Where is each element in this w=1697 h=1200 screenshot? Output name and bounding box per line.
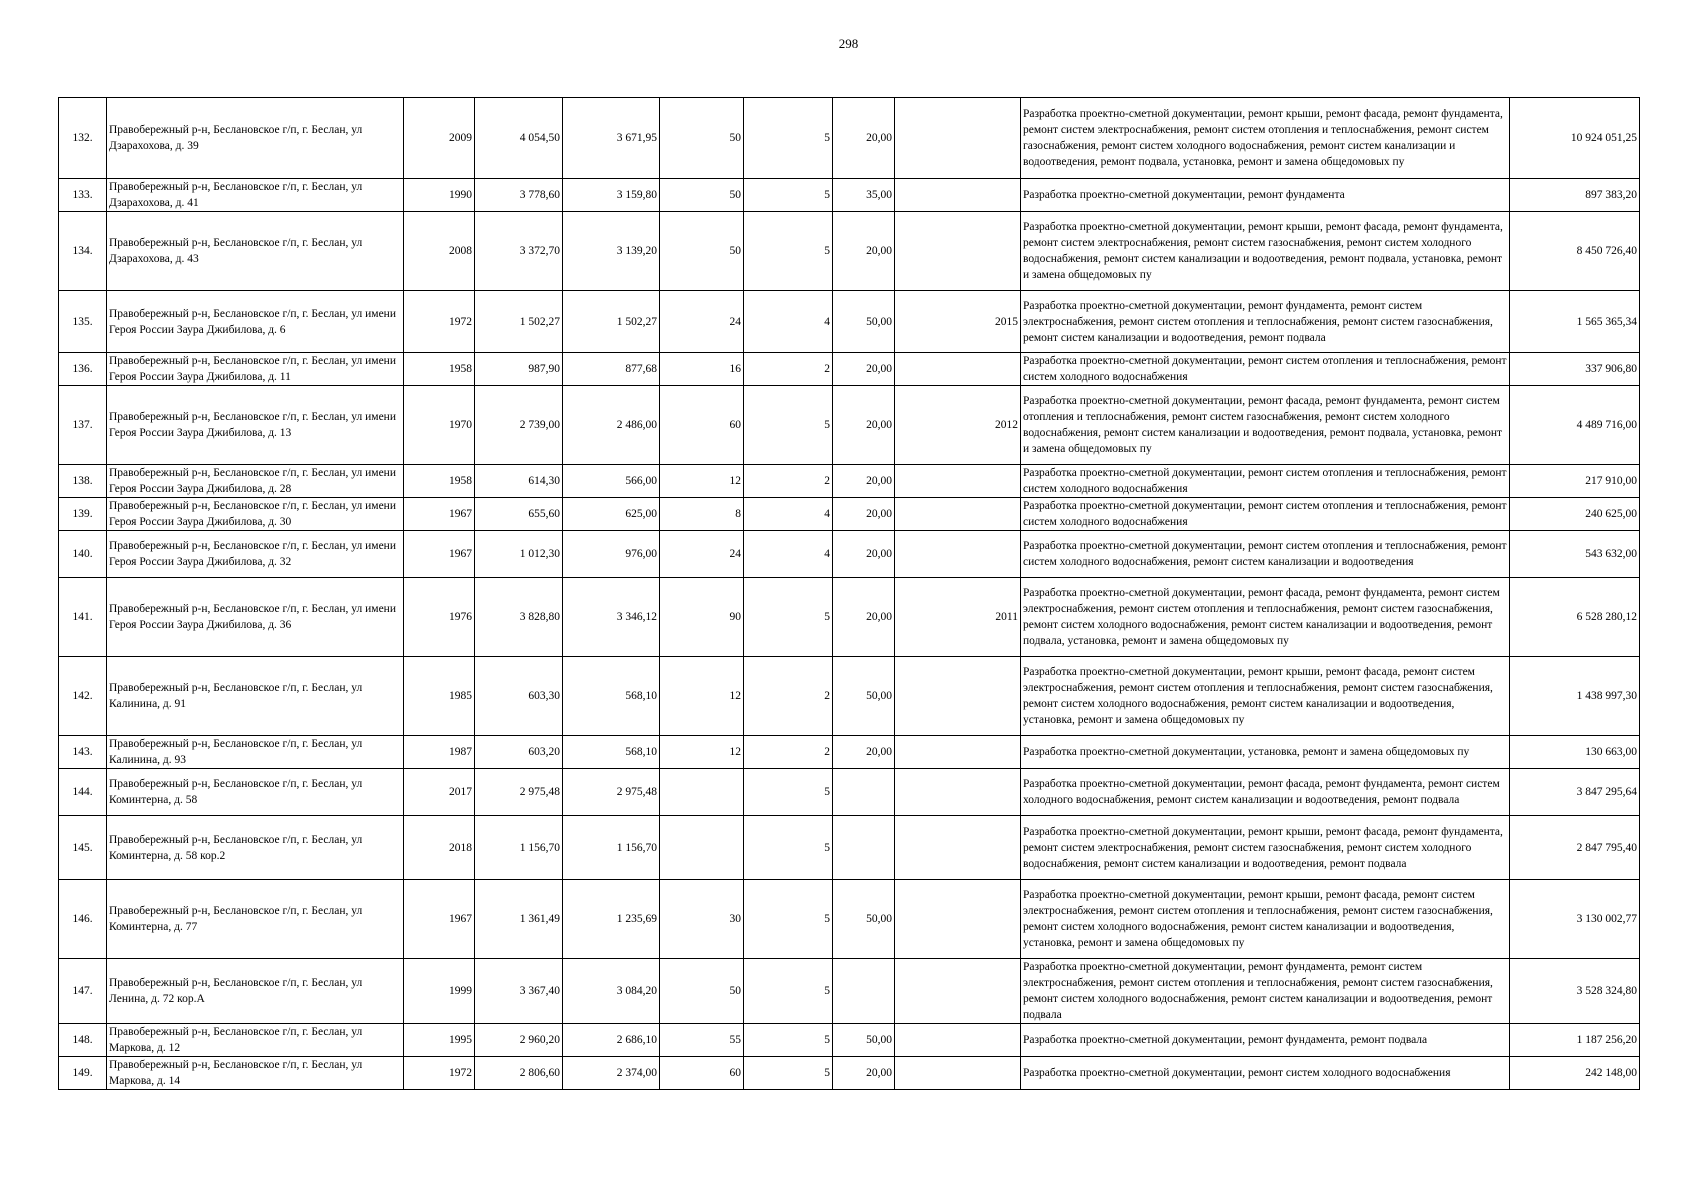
floors-cell: 4	[744, 531, 833, 578]
table-row	[59, 531, 1640, 578]
floors-cell: 5	[744, 959, 833, 1024]
living-area-cell: 2 374,00	[563, 1057, 660, 1090]
living-area-cell: 2 686,10	[563, 1024, 660, 1057]
total-area-cell: 4 054,50	[475, 98, 563, 179]
total-area-cell: 1 156,70	[475, 816, 563, 880]
table-row	[59, 959, 1640, 1024]
table-row	[59, 736, 1640, 769]
year-built-cell: 1987	[404, 736, 475, 769]
table-body	[59, 98, 1640, 1090]
total-area-cell: 1 502,27	[475, 291, 563, 353]
total-area-cell: 2 806,60	[475, 1057, 563, 1090]
living-area-cell: 3 346,12	[563, 578, 660, 657]
living-area-cell: 3 159,80	[563, 179, 660, 212]
last-repair-year-cell: 2012	[895, 386, 1021, 465]
floors-cell: 2	[744, 465, 833, 498]
cost-cell: 1 187 256,20	[1510, 1024, 1640, 1057]
cost-cell: 4 489 716,00	[1510, 386, 1640, 465]
living-area-cell: 3 671,95	[563, 98, 660, 179]
works-cell: Разработка проектно-сметной документации, ремонт систем отопления и теплоснабжения, ремонт систем холодного водоснабжения	[1021, 498, 1510, 531]
residents-cell: 24	[660, 291, 744, 353]
living-area-cell: 976,00	[563, 531, 660, 578]
row-number: 132.	[59, 98, 107, 179]
cost-cell: 2 847 795,40	[1510, 816, 1640, 880]
last-repair-year-cell: 2011	[895, 578, 1021, 657]
works-cell: Разработка проектно-сметной документации, установка, ремонт и замена общедомовых пу	[1021, 736, 1510, 769]
address-cell: Правобережный р-н, Беслановское г/п, г. Беслан, ул имени Героя России Заура Джибилова, д. 11	[107, 353, 404, 386]
table-row	[59, 498, 1640, 531]
residents-cell: 12	[660, 465, 744, 498]
floors-cell: 2	[744, 736, 833, 769]
floors-cell: 5	[744, 1024, 833, 1057]
year-built-cell: 1972	[404, 1057, 475, 1090]
cost-cell: 130 663,00	[1510, 736, 1640, 769]
cost-cell: 240 625,00	[1510, 498, 1640, 531]
wear-rate-cell: 20,00	[833, 465, 895, 498]
cost-cell: 1 438 997,30	[1510, 657, 1640, 736]
living-area-cell: 568,10	[563, 736, 660, 769]
wear-rate-cell: 20,00	[833, 736, 895, 769]
wear-rate-cell	[833, 959, 895, 1024]
total-area-cell: 987,90	[475, 353, 563, 386]
wear-rate-cell: 35,00	[833, 179, 895, 212]
floors-cell: 5	[744, 769, 833, 816]
wear-rate-cell: 50,00	[833, 880, 895, 959]
residents-cell: 55	[660, 1024, 744, 1057]
address-cell: Правобережный р-н, Беслановское г/п, г. Беслан, ул Маркова, д. 14	[107, 1057, 404, 1090]
address-cell: Правобережный р-н, Беслановское г/п, г. Беслан, ул Маркова, д. 12	[107, 1024, 404, 1057]
works-cell: Разработка проектно-сметной документации, ремонт крыши, ремонт фасада, ремонт систем электроснабжения, ремонт систем отопления и теплоснабжения, ремонт систем газоснабжения, ремонт систем холодного водоснабжения, ремонт систем канализации и водоотведения, установка, ремонт и замена общедомовых пу	[1021, 657, 1510, 736]
year-built-cell: 1967	[404, 498, 475, 531]
cost-cell: 543 632,00	[1510, 531, 1640, 578]
table-row	[59, 291, 1640, 353]
year-built-cell: 1999	[404, 959, 475, 1024]
cost-cell: 897 383,20	[1510, 179, 1640, 212]
last-repair-year-cell	[895, 498, 1021, 531]
works-cell: Разработка проектно-сметной документации, ремонт фундамента	[1021, 179, 1510, 212]
residents-cell: 60	[660, 386, 744, 465]
works-cell: Разработка проектно-сметной документации, ремонт фасада, ремонт фундамента, ремонт систем электроснабжения, ремонт систем отопления и теплоснабжения, ремонт систем газоснабжения, ремонт систем холодного водоснабжения, ремонт систем канализации и водоотведения, ремонт подвала, установка, ремонт и замена общедомовых пу	[1021, 578, 1510, 657]
total-area-cell: 1 361,49	[475, 880, 563, 959]
address-cell: Правобережный р-н, Беслановское г/п, г. Беслан, ул имени Героя России Заура Джибилова, д. 36	[107, 578, 404, 657]
address-cell: Правобережный р-н, Беслановское г/п, г. Беслан, ул имени Героя России Заура Джибилова, д. 28	[107, 465, 404, 498]
address-cell: Правобережный р-н, Беслановское г/п, г. Беслан, ул Дзарахохова, д. 43	[107, 212, 404, 291]
living-area-cell: 2 975,48	[563, 769, 660, 816]
address-cell: Правобережный р-н, Беслановское г/п, г. Беслан, ул Коминтерна, д. 58	[107, 769, 404, 816]
table-row	[59, 353, 1640, 386]
address-cell: Правобережный р-н, Беслановское г/п, г. Беслан, ул Ленина, д. 72 кор.А	[107, 959, 404, 1024]
living-area-cell: 2 486,00	[563, 386, 660, 465]
total-area-cell: 603,30	[475, 657, 563, 736]
year-built-cell: 2018	[404, 816, 475, 880]
living-area-cell: 877,68	[563, 353, 660, 386]
last-repair-year-cell	[895, 880, 1021, 959]
living-area-cell: 568,10	[563, 657, 660, 736]
floors-cell: 5	[744, 1057, 833, 1090]
floors-cell: 4	[744, 291, 833, 353]
wear-rate-cell: 20,00	[833, 531, 895, 578]
row-number: 133.	[59, 179, 107, 212]
row-number: 144.	[59, 769, 107, 816]
table-row	[59, 386, 1640, 465]
row-number: 143.	[59, 736, 107, 769]
residents-cell: 90	[660, 578, 744, 657]
floors-cell: 2	[744, 353, 833, 386]
total-area-cell: 3 778,60	[475, 179, 563, 212]
floors-cell: 5	[744, 880, 833, 959]
floors-cell: 5	[744, 386, 833, 465]
works-cell: Разработка проектно-сметной документации, ремонт крыши, ремонт фасада, ремонт фундамента, ремонт систем электроснабжения, ремонт систем отопления и теплоснабжения, ремонт систем газоснабжения, ремонт систем холодного водоснабжения, ремонт систем канализации и водоотведения, ремонт подвала, установка, ремонт и замена общедомовых пу	[1021, 98, 1510, 179]
last-repair-year-cell	[895, 465, 1021, 498]
year-built-cell: 1990	[404, 179, 475, 212]
table-row	[59, 179, 1640, 212]
table-row	[59, 1024, 1640, 1057]
table-row	[59, 880, 1640, 959]
total-area-cell: 3 372,70	[475, 212, 563, 291]
total-area-cell: 2 960,20	[475, 1024, 563, 1057]
works-cell: Разработка проектно-сметной документации, ремонт фасада, ремонт фундамента, ремонт систем холодного водоснабжения, ремонт систем канализации и водоотведения, ремонт подвала	[1021, 769, 1510, 816]
works-cell: Разработка проектно-сметной документации, ремонт систем отопления и теплоснабжения, ремонт систем холодного водоснабжения, ремонт систем канализации и водоотведения	[1021, 531, 1510, 578]
works-cell: Разработка проектно-сметной документации, ремонт систем отопления и теплоснабжения, ремонт систем холодного водоснабжения	[1021, 353, 1510, 386]
last-repair-year-cell	[895, 98, 1021, 179]
last-repair-year-cell	[895, 212, 1021, 291]
residents-cell: 50	[660, 212, 744, 291]
table-row	[59, 1057, 1640, 1090]
residents-cell: 16	[660, 353, 744, 386]
row-number: 149.	[59, 1057, 107, 1090]
year-built-cell: 1967	[404, 531, 475, 578]
works-cell: Разработка проектно-сметной документации, ремонт фундамента, ремонт подвала	[1021, 1024, 1510, 1057]
wear-rate-cell: 20,00	[833, 98, 895, 179]
last-repair-year-cell	[895, 1057, 1021, 1090]
wear-rate-cell: 50,00	[833, 291, 895, 353]
floors-cell: 2	[744, 657, 833, 736]
cost-cell: 10 924 051,25	[1510, 98, 1640, 179]
address-cell: Правобережный р-н, Беслановское г/п, г. Беслан, ул Калинина, д. 91	[107, 657, 404, 736]
year-built-cell: 1970	[404, 386, 475, 465]
wear-rate-cell	[833, 769, 895, 816]
residents-cell	[660, 769, 744, 816]
address-cell: Правобережный р-н, Беслановское г/п, г. Беслан, ул имени Героя России Заура Джибилова, д. 6	[107, 291, 404, 353]
cost-cell: 242 148,00	[1510, 1057, 1640, 1090]
year-built-cell: 2008	[404, 212, 475, 291]
address-cell: Правобережный р-н, Беслановское г/п, г. Беслан, ул Коминтерна, д. 58 кор.2	[107, 816, 404, 880]
total-area-cell: 655,60	[475, 498, 563, 531]
row-number: 140.	[59, 531, 107, 578]
row-number: 148.	[59, 1024, 107, 1057]
cost-cell: 1 565 365,34	[1510, 291, 1640, 353]
total-area-cell: 3 828,80	[475, 578, 563, 657]
living-area-cell: 3 084,20	[563, 959, 660, 1024]
year-built-cell: 2009	[404, 98, 475, 179]
living-area-cell: 1 502,27	[563, 291, 660, 353]
wear-rate-cell: 20,00	[833, 578, 895, 657]
registry-table	[58, 97, 1640, 1090]
year-built-cell: 1985	[404, 657, 475, 736]
row-number: 134.	[59, 212, 107, 291]
wear-rate-cell	[833, 816, 895, 880]
table-row	[59, 465, 1640, 498]
row-number: 136.	[59, 353, 107, 386]
table-row	[59, 98, 1640, 179]
residents-cell: 50	[660, 98, 744, 179]
last-repair-year-cell	[895, 179, 1021, 212]
address-cell: Правобережный р-н, Беслановское г/п, г. Беслан, ул Дзарахохова, д. 39	[107, 98, 404, 179]
wear-rate-cell: 20,00	[833, 498, 895, 531]
cost-cell: 217 910,00	[1510, 465, 1640, 498]
last-repair-year-cell	[895, 531, 1021, 578]
cost-cell: 3 130 002,77	[1510, 880, 1640, 959]
address-cell: Правобережный р-н, Беслановское г/п, г. Беслан, ул имени Героя России Заура Джибилова, д. 13	[107, 386, 404, 465]
cost-cell: 337 906,80	[1510, 353, 1640, 386]
year-built-cell: 1976	[404, 578, 475, 657]
total-area-cell: 3 367,40	[475, 959, 563, 1024]
works-cell: Разработка проектно-сметной документации, ремонт фундамента, ремонт систем электроснабжения, ремонт систем отопления и теплоснабжения, ремонт систем газоснабжения, ремонт систем канализации и водоотведения, ремонт подвала	[1021, 291, 1510, 353]
works-cell: Разработка проектно-сметной документации, ремонт крыши, ремонт фасада, ремонт фундамента, ремонт систем электроснабжения, ремонт систем газоснабжения, ремонт систем холодного водоснабжения, ремонт систем канализации и водоотведения, ремонт подвала, установка, ремонт и замена общедомовых пу	[1021, 212, 1510, 291]
floors-cell: 4	[744, 498, 833, 531]
year-built-cell: 1995	[404, 1024, 475, 1057]
living-area-cell: 1 156,70	[563, 816, 660, 880]
works-cell: Разработка проектно-сметной документации, ремонт крыши, ремонт фасада, ремонт фундамента, ремонт систем электроснабжения, ремонт систем газоснабжения, ремонт систем холодного водоснабжения, ремонт систем канализации и водоотведения, ремонт подвала	[1021, 816, 1510, 880]
row-number: 135.	[59, 291, 107, 353]
cost-cell: 8 450 726,40	[1510, 212, 1640, 291]
living-area-cell: 566,00	[563, 465, 660, 498]
address-cell: Правобережный р-н, Беслановское г/п, г. Беслан, ул имени Героя России Заура Джибилова, д. 30	[107, 498, 404, 531]
cost-cell: 6 528 280,12	[1510, 578, 1640, 657]
total-area-cell: 2 739,00	[475, 386, 563, 465]
year-built-cell: 1958	[404, 465, 475, 498]
residents-cell: 12	[660, 657, 744, 736]
wear-rate-cell: 20,00	[833, 1057, 895, 1090]
year-built-cell: 2017	[404, 769, 475, 816]
residents-cell: 24	[660, 531, 744, 578]
row-number: 147.	[59, 959, 107, 1024]
wear-rate-cell: 50,00	[833, 1024, 895, 1057]
floors-cell: 5	[744, 816, 833, 880]
floors-cell: 5	[744, 578, 833, 657]
residents-cell: 50	[660, 179, 744, 212]
residents-cell	[660, 816, 744, 880]
living-area-cell: 3 139,20	[563, 212, 660, 291]
cost-cell: 3 847 295,64	[1510, 769, 1640, 816]
total-area-cell: 2 975,48	[475, 769, 563, 816]
page-number: 298	[838, 36, 859, 51]
last-repair-year-cell	[895, 769, 1021, 816]
works-cell: Разработка проектно-сметной документации, ремонт фасада, ремонт фундамента, ремонт систем отопления и теплоснабжения, ремонт систем газоснабжения, ремонт систем холодного водоснабжения, ремонт систем канализации и водоотведения, ремонт подвала, установка, ремонт и замена общедомовых пу	[1021, 386, 1510, 465]
row-number: 142.	[59, 657, 107, 736]
residents-cell: 60	[660, 1057, 744, 1090]
address-cell: Правобережный р-н, Беслановское г/п, г. Беслан, ул Коминтерна, д. 77	[107, 880, 404, 959]
total-area-cell: 1 012,30	[475, 531, 563, 578]
last-repair-year-cell	[895, 1024, 1021, 1057]
last-repair-year-cell: 2015	[895, 291, 1021, 353]
works-cell: Разработка проектно-сметной документации, ремонт систем холодного водоснабжения	[1021, 1057, 1510, 1090]
floors-cell: 5	[744, 98, 833, 179]
year-built-cell: 1972	[404, 291, 475, 353]
address-cell: Правобережный р-н, Беслановское г/п, г. Беслан, ул имени Героя России Заура Джибилова, д. 32	[107, 531, 404, 578]
last-repair-year-cell	[895, 959, 1021, 1024]
table-row	[59, 578, 1640, 657]
floors-cell: 5	[744, 212, 833, 291]
residents-cell: 8	[660, 498, 744, 531]
works-cell: Разработка проектно-сметной документации, ремонт крыши, ремонт фасада, ремонт систем электроснабжения, ремонт систем отопления и теплоснабжения, ремонт систем газоснабжения, ремонт систем холодного водоснабжения, ремонт систем канализации и водоотведения, установка, ремонт и замена общедомовых пу	[1021, 880, 1510, 959]
last-repair-year-cell	[895, 736, 1021, 769]
table-row	[59, 212, 1640, 291]
wear-rate-cell: 20,00	[833, 386, 895, 465]
last-repair-year-cell	[895, 657, 1021, 736]
row-number: 141.	[59, 578, 107, 657]
floors-cell: 5	[744, 179, 833, 212]
row-number: 138.	[59, 465, 107, 498]
row-number: 146.	[59, 880, 107, 959]
total-area-cell: 603,20	[475, 736, 563, 769]
residents-cell: 12	[660, 736, 744, 769]
table-row	[59, 769, 1640, 816]
cost-cell: 3 528 324,80	[1510, 959, 1640, 1024]
residents-cell: 50	[660, 959, 744, 1024]
last-repair-year-cell	[895, 353, 1021, 386]
wear-rate-cell: 20,00	[833, 212, 895, 291]
row-number: 137.	[59, 386, 107, 465]
works-cell: Разработка проектно-сметной документации, ремонт систем отопления и теплоснабжения, ремонт систем холодного водоснабжения	[1021, 465, 1510, 498]
wear-rate-cell: 50,00	[833, 657, 895, 736]
wear-rate-cell: 20,00	[833, 353, 895, 386]
residents-cell: 30	[660, 880, 744, 959]
year-built-cell: 1958	[404, 353, 475, 386]
living-area-cell: 625,00	[563, 498, 660, 531]
works-cell: Разработка проектно-сметной документации, ремонт фундамента, ремонт систем электроснабжения, ремонт систем отопления и теплоснабжения, ремонт систем газоснабжения, ремонт систем холодного водоснабжения, ремонт систем канализации и водоотведения, ремонт подвала	[1021, 959, 1510, 1024]
living-area-cell: 1 235,69	[563, 880, 660, 959]
address-cell: Правобережный р-н, Беслановское г/п, г. Беслан, ул Дзарахохова, д. 41	[107, 179, 404, 212]
table-row	[59, 657, 1640, 736]
address-cell: Правобережный р-н, Беслановское г/п, г. Беслан, ул Калинина, д. 93	[107, 736, 404, 769]
year-built-cell: 1967	[404, 880, 475, 959]
table-row	[59, 816, 1640, 880]
row-number: 139.	[59, 498, 107, 531]
total-area-cell: 614,30	[475, 465, 563, 498]
row-number: 145.	[59, 816, 107, 880]
last-repair-year-cell	[895, 816, 1021, 880]
